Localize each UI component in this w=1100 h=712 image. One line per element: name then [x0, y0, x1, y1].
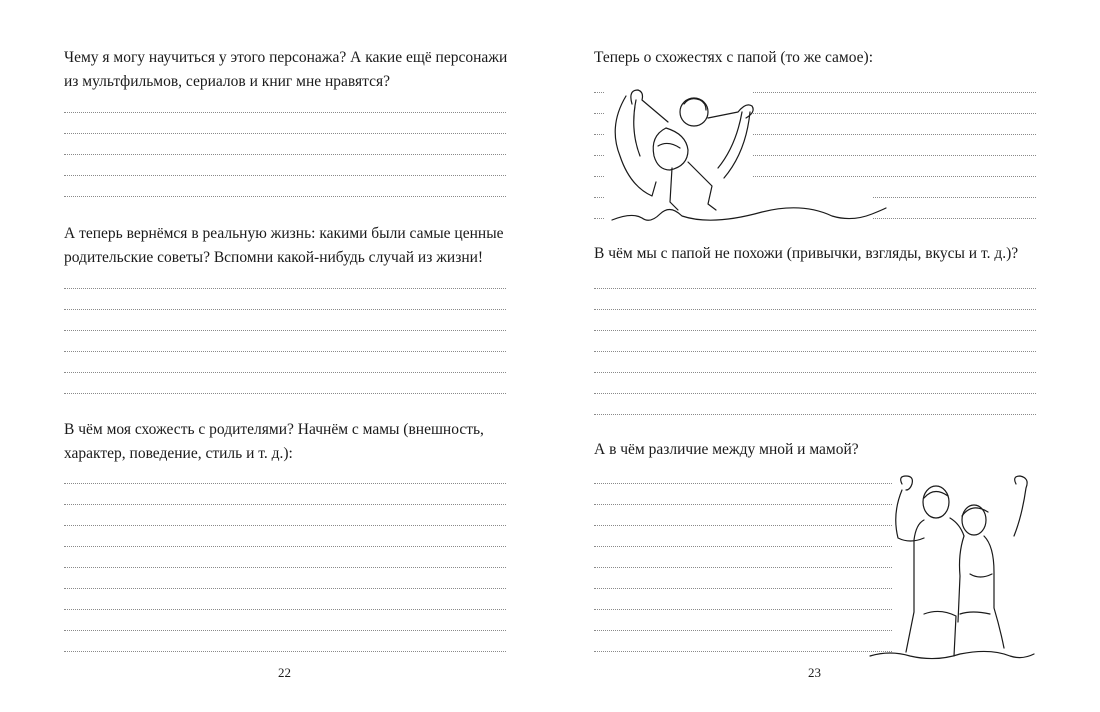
- page-number: 23: [808, 665, 821, 680]
- answer-line: [64, 504, 506, 505]
- question-similarity-mother: В чём моя схожесть с родителями? Начнём с мамы (внешность, характер, поведение, стиль и т. д.):: [64, 421, 484, 462]
- answer-line: [64, 351, 506, 352]
- answer-line: [594, 288, 1036, 289]
- answer-line: [64, 175, 506, 176]
- answer-line: [64, 525, 506, 526]
- page-number: 22: [278, 665, 291, 680]
- answer-line: [594, 351, 1036, 352]
- answer-line: [64, 133, 506, 134]
- question-difference-mother: А в чём различие между мной и мамой?: [594, 441, 859, 458]
- answer-line: [64, 609, 506, 610]
- answer-line: [64, 546, 506, 547]
- answer-line: [64, 393, 506, 394]
- question-character-lessons: Чему я могу научиться у этого персонажа? А какие ещё персонажи из мультфильмов, сериалов и книг мне нравятся?: [64, 49, 508, 90]
- answer-line: [594, 372, 1036, 373]
- answer-line: [64, 483, 506, 484]
- answer-line: [64, 196, 506, 197]
- answer-line: [64, 309, 506, 310]
- cheering-people-illustration: [866, 474, 1046, 660]
- answer-line: [594, 330, 1036, 331]
- answer-line: [64, 154, 506, 155]
- answer-line: [64, 567, 506, 568]
- question-parental-advice: А теперь вернёмся в реальную жизнь: какими были самые ценные родительские советы? Вспомни какой-нибудь случай из жизни!: [64, 225, 504, 266]
- answer-line: [594, 414, 1036, 415]
- right-page: [550, 0, 1100, 712]
- father-child-illustration: [602, 82, 872, 232]
- answer-line: [64, 630, 506, 631]
- answer-line: [594, 309, 1036, 310]
- answer-line: [64, 651, 506, 652]
- answer-line: [64, 588, 506, 589]
- answer-line: [64, 288, 506, 289]
- answer-line: [64, 330, 506, 331]
- question-difference-father: В чём мы с папой не похожи (привычки, взгляды, вкусы и т. д.)?: [594, 245, 1019, 262]
- answer-line: [594, 393, 1036, 394]
- question-similarity-father: Теперь о схожестях с папой (то же самое):: [594, 49, 874, 66]
- answer-line: [64, 112, 506, 113]
- answer-line: [64, 372, 506, 373]
